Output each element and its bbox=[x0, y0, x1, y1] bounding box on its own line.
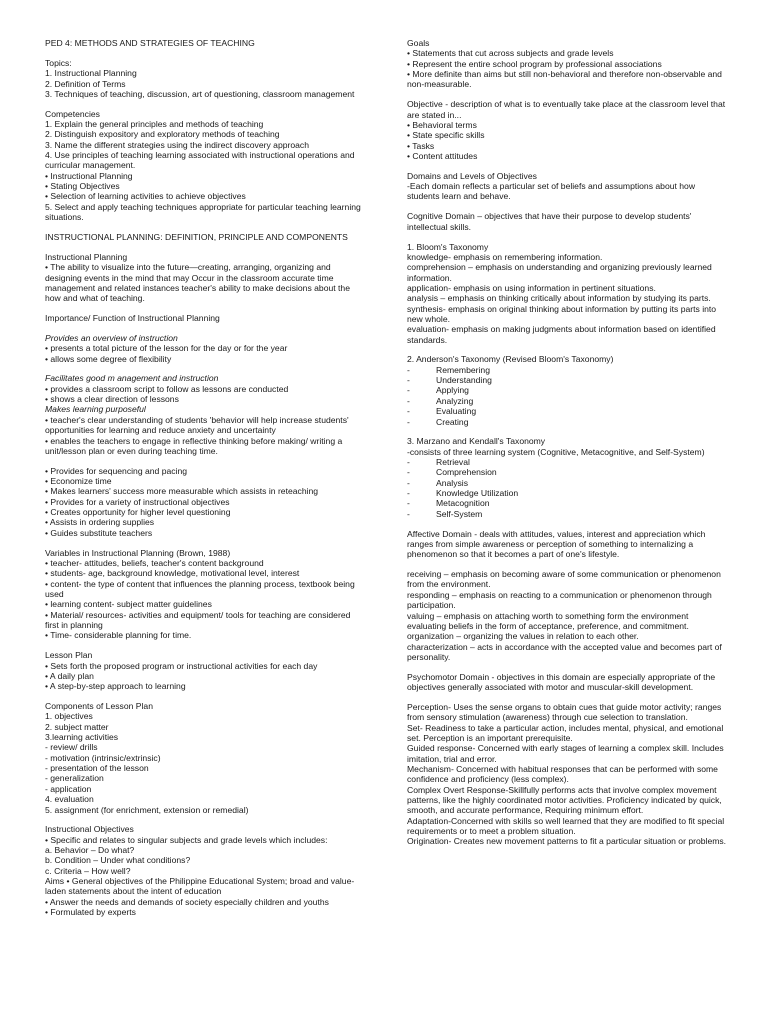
text-line: - generalization bbox=[45, 773, 104, 784]
dash-marker: - bbox=[407, 375, 410, 386]
text-block bbox=[45, 650, 365, 691]
text-block bbox=[407, 672, 727, 693]
text-line: • Formulated by experts bbox=[45, 907, 136, 918]
dash-list-item bbox=[407, 396, 727, 406]
dash-list-item bbox=[407, 417, 727, 427]
text-line: PED 4: METHODS AND STRATEGIES OF TEACHING bbox=[45, 38, 255, 48]
dash-list-item bbox=[407, 365, 727, 375]
text-line: Complex Overt Response-Skillfully performs acts that involve complex movement patterns, like the highly coordinated motor activities. Proficiency indicated by quick, smooth, and accurate performance, Requiring minimum effort. bbox=[407, 784, 722, 816]
dash-item-text: Analysis bbox=[436, 477, 468, 488]
dash-item-text: Self-System bbox=[436, 508, 483, 519]
text-line: responding – emphasis on reacting to a communication or phenomenon through participation. bbox=[407, 589, 712, 611]
text-line: 1. objectives bbox=[45, 711, 93, 722]
dash-item-text: Analyzing bbox=[436, 395, 474, 406]
text-line: • Specific and relates to singular subjects and grade levels which includes: bbox=[45, 834, 328, 845]
text-line: Cognitive Domain – objectives that have their purpose to develop students' intellectual skills. bbox=[407, 211, 692, 232]
text-line: Adaptation-Concerned with skills so well learned that they are modified to fit special requirements or to meet a problem situation. bbox=[407, 815, 725, 837]
dash-marker: - bbox=[407, 395, 410, 406]
text-block bbox=[45, 333, 365, 364]
text-line: b. Condition – Under what conditions? bbox=[45, 855, 191, 866]
text-line: INSTRUCTIONAL PLANNING: DEFINITION, PRINCIPLE AND COMPONENTS bbox=[45, 232, 348, 242]
text-line: • Creates opportunity for higher level questioning bbox=[45, 507, 231, 518]
text-block bbox=[45, 38, 365, 48]
text-block bbox=[407, 242, 727, 345]
text-line: Psychomotor Domain - objectives in this domain are especially appropriate of the objectives generally associated with motor and muscular-skill development. bbox=[407, 671, 716, 693]
text-line: 1. Instructional Planning bbox=[45, 68, 137, 79]
text-line: • The ability to visualize into the future—creating, arranging, organizing and designing events in the mind that may Occur in the classroom accurate time management and related instances teacher's ability to make decisions about the how and what of teaching. bbox=[45, 262, 350, 304]
text-line: Guided response- Concerned with early stages of learning a complex skill. Includes imitation, trial and error. bbox=[407, 743, 724, 764]
text-line: • Material/ resources- activities and equipment/ tools for teaching are considered first in planning bbox=[45, 609, 351, 630]
dash-list-item bbox=[407, 509, 727, 519]
text-line: characterization – acts in accordance with the accepted value and becomes part of personality. bbox=[407, 641, 722, 662]
text-line: application- emphasis on using information in pertinent situations. bbox=[407, 282, 656, 293]
text-block bbox=[407, 38, 727, 90]
text-line: • enables the teachers to engage in reflective thinking before making/ writing a unit/lesson plan or even during teaching time. bbox=[45, 435, 343, 456]
text-line: • State specific skills bbox=[407, 130, 485, 141]
text-line: • allows some degree of flexibility bbox=[45, 353, 172, 364]
text-line: • Economize time bbox=[45, 476, 112, 487]
text-line: • Content attitudes bbox=[407, 150, 478, 161]
italic-subheading: Makes learning purposeful bbox=[45, 404, 146, 415]
dash-item-text: Retrieval bbox=[436, 457, 470, 468]
text-block bbox=[407, 171, 727, 202]
text-line: • students- age, background knowledge, motivational level, interest bbox=[45, 568, 300, 579]
dash-item-text: Creating bbox=[436, 416, 469, 427]
dash-marker: - bbox=[407, 385, 410, 396]
text-line: • provides a classroom script to follow as lessons are conducted bbox=[45, 383, 289, 394]
text-line: Competencies bbox=[45, 108, 100, 119]
text-line: receiving – emphasis on becoming aware of some communication or phenomenon from the environment. bbox=[407, 569, 721, 590]
text-line: Importance/ Function of Instructional Planning bbox=[45, 313, 220, 324]
text-line: - application bbox=[45, 783, 92, 794]
text-line: 3.learning activities bbox=[45, 732, 119, 743]
text-block bbox=[407, 569, 727, 662]
text-line: • content- the type of content that influences the planning process, textbook being used bbox=[45, 578, 355, 599]
dash-marker: - bbox=[407, 477, 410, 488]
text-line: Instructional Objectives bbox=[45, 824, 134, 835]
text-line: • Sets forth the proposed program or instructional activities for each day bbox=[45, 660, 318, 671]
dash-list-item bbox=[407, 488, 727, 498]
text-line: Domains and Levels of Objectives bbox=[407, 170, 537, 181]
dash-list-item bbox=[407, 498, 727, 508]
text-block bbox=[45, 313, 365, 323]
text-line: -consists of three learning system (Cognitive, Metacognitive, and Self-System) bbox=[407, 446, 705, 457]
text-line: Goals bbox=[407, 38, 430, 48]
text-line: Set- Readiness to take a particular action, includes mental, physical, and emotional set. Perception is an important prerequisite. bbox=[407, 722, 724, 743]
text-line: Objective - description of what is to eventually take place at the classroom level that are stated in... bbox=[407, 99, 726, 120]
text-line: Affective Domain - deals with attitudes, values, interest and appreciation which ranges from simple awareness or perception of something to internalizing a phenomenon so that it becomes a part of one's lifestyle. bbox=[407, 528, 706, 560]
text-line: Aims • General objectives of the Philippine Educational System; broad and value-laden statements about the intent of education bbox=[45, 876, 355, 897]
dash-marker: - bbox=[407, 416, 410, 427]
dash-item-text: Understanding bbox=[436, 375, 492, 386]
text-line: • Guides substitute teachers bbox=[45, 527, 153, 538]
text-block bbox=[407, 702, 727, 847]
text-line: 2. subject matter bbox=[45, 721, 109, 732]
dash-item-text: Remembering bbox=[436, 364, 490, 375]
dash-item-text: Evaluating bbox=[436, 406, 477, 417]
text-block bbox=[45, 232, 365, 242]
left-column bbox=[45, 38, 365, 927]
text-line: 3. Name the different strategies using the indirect discovery approach bbox=[45, 139, 310, 150]
text-line: Lesson Plan bbox=[45, 650, 93, 661]
text-block bbox=[407, 99, 727, 161]
text-line: • Assists in ordering supplies bbox=[45, 517, 155, 528]
text-line: Mechanism- Concerned with habitual responses that can be performed with some confidence and proficiency (less complex). bbox=[407, 763, 718, 785]
dash-list-item bbox=[407, 467, 727, 477]
italic-subheading: Provides an overview of instruction bbox=[45, 332, 178, 343]
text-line: 2. Definition of Terms bbox=[45, 78, 126, 89]
text-line: • Answer the needs and demands of society especially children and youths bbox=[45, 896, 329, 907]
text-block bbox=[45, 548, 365, 641]
text-line: • A step-by-step approach to learning bbox=[45, 681, 186, 692]
dash-item-text: Metacognition bbox=[436, 498, 490, 509]
text-block bbox=[45, 252, 365, 304]
dash-item-text: Applying bbox=[436, 385, 469, 396]
text-line: • Tasks bbox=[407, 140, 435, 151]
dash-list-item bbox=[407, 478, 727, 488]
text-line: - review/ drills bbox=[45, 742, 98, 753]
text-line: • Provides for sequencing and pacing bbox=[45, 465, 188, 476]
text-line: • Stating Objectives bbox=[45, 181, 120, 192]
text-line: • Behavioral terms bbox=[407, 119, 477, 130]
dash-marker: - bbox=[407, 457, 410, 468]
text-line: • Represent the entire school program by professional associations bbox=[407, 58, 662, 69]
text-block bbox=[407, 436, 727, 519]
text-line: • Provides for a variety of instructional objectives bbox=[45, 496, 230, 507]
text-line: -Each domain reflects a particular set of beliefs and assumptions about how students learn and behave. bbox=[407, 181, 696, 202]
dash-marker: - bbox=[407, 364, 410, 375]
text-line: Topics: bbox=[45, 57, 72, 68]
text-line: Instructional Planning bbox=[45, 251, 128, 262]
text-line: - motivation (intrinsic/extrinsic) bbox=[45, 752, 161, 763]
text-line: • learning content- subject matter guidelines bbox=[45, 599, 212, 610]
text-line: knowledge- emphasis on remembering information. bbox=[407, 251, 603, 262]
dash-list-item bbox=[407, 385, 727, 395]
text-line: c. Criteria – How well? bbox=[45, 865, 131, 876]
text-block bbox=[45, 373, 365, 456]
text-line: • Instructional Planning bbox=[45, 170, 133, 181]
dash-list-item bbox=[407, 375, 727, 385]
text-line: 1. Explain the general principles and methods of teaching bbox=[45, 119, 264, 130]
text-line: Perception- Uses the sense organs to obtain cues that guide motor activity; ranges from sensory stimulation (awareness) through cue selection to translation. bbox=[407, 701, 722, 723]
dash-list-item bbox=[407, 457, 727, 467]
text-line: 5. Select and apply teaching techniques appropriate for particular teaching learning situations. bbox=[45, 201, 361, 223]
text-line: organization – organizing the values in relation to each other. bbox=[407, 631, 639, 642]
text-line: valuing – emphasis on attaching worth to something form the environment evaluating beliefs in the form of acceptance, preference, and commitment. bbox=[407, 610, 689, 631]
dash-marker: - bbox=[407, 406, 410, 417]
dash-list-item bbox=[407, 406, 727, 416]
text-line: 4. Use principles of teaching learning associated with instructional operations and curricular management. bbox=[45, 150, 355, 171]
text-block bbox=[45, 824, 365, 917]
text-line: Variables in Instructional Planning (Brown, 1988) bbox=[45, 547, 231, 558]
text-block bbox=[45, 58, 365, 99]
text-line: a. Behavior – Do what? bbox=[45, 845, 135, 856]
dash-marker: - bbox=[407, 498, 410, 509]
text-line: Origination- Creates new movement patterns to fit a particular situation or problems. bbox=[407, 836, 727, 847]
text-block bbox=[407, 211, 727, 232]
text-line: • teacher- attitudes, beliefs, teacher's content background bbox=[45, 557, 264, 568]
text-line: 4. evaluation bbox=[45, 794, 94, 805]
text-line: analysis – emphasis on thinking critically about information by studying its parts. bbox=[407, 293, 711, 304]
text-line: 3. Techniques of teaching, discussion, art of questioning, classroom management bbox=[45, 88, 355, 99]
text-line: comprehension – emphasis on understanding and organizing previously learned information. bbox=[407, 262, 712, 283]
text-line: 1. Bloom's Taxonomy bbox=[407, 241, 489, 252]
dash-marker: - bbox=[407, 488, 410, 499]
text-line: - presentation of the lesson bbox=[45, 763, 149, 774]
text-block bbox=[407, 529, 727, 560]
text-line: 2. Distinguish expository and exploratory methods of teaching bbox=[45, 129, 280, 140]
text-line: • More definite than aims but still non-behavioral and therefore non-observable and non-measurable. bbox=[407, 69, 722, 90]
right-column bbox=[407, 38, 727, 856]
text-line: • presents a total picture of the lesson for the day or for the year bbox=[45, 343, 288, 354]
text-block bbox=[45, 466, 365, 538]
text-line: • Selection of learning activities to achieve objectives bbox=[45, 191, 246, 202]
text-line: • Makes learners' success more measurable which assists in reteaching bbox=[45, 486, 319, 497]
text-block bbox=[407, 354, 727, 426]
text-line: synthesis- emphasis on original thinking about information by putting its parts into new whole. bbox=[407, 303, 717, 324]
text-line: • Time- considerable planning for time. bbox=[45, 630, 192, 641]
text-line: • shows a clear direction of lessons bbox=[45, 394, 179, 405]
text-line: • A daily plan bbox=[45, 670, 94, 681]
text-line: Components of Lesson Plan bbox=[45, 701, 153, 712]
dash-marker: - bbox=[407, 467, 410, 478]
text-line: 2. Anderson's Taxonomy (Revised Bloom's Taxonomy) bbox=[407, 354, 614, 365]
dash-item-text: Comprehension bbox=[436, 467, 497, 478]
italic-subheading: Facilitates good m anagement and instruction bbox=[45, 373, 219, 384]
text-line: 5. assignment (for enrichment, extension or remedial) bbox=[45, 804, 249, 815]
text-line: evaluation- emphasis on making judgments about information based on identified standards. bbox=[407, 324, 716, 345]
text-line: • teacher's clear understanding of students 'behavior will help increase students' opportunities for learning and reduce anxiety and uncertainty bbox=[45, 414, 349, 436]
text-block bbox=[45, 109, 365, 223]
dash-item-text: Knowledge Utilization bbox=[436, 488, 519, 499]
text-line: • Statements that cut across subjects and grade levels bbox=[407, 48, 614, 59]
dash-marker: - bbox=[407, 508, 410, 519]
text-block bbox=[45, 701, 365, 815]
text-line: 3. Marzano and Kendall's Taxonomy bbox=[407, 436, 546, 447]
